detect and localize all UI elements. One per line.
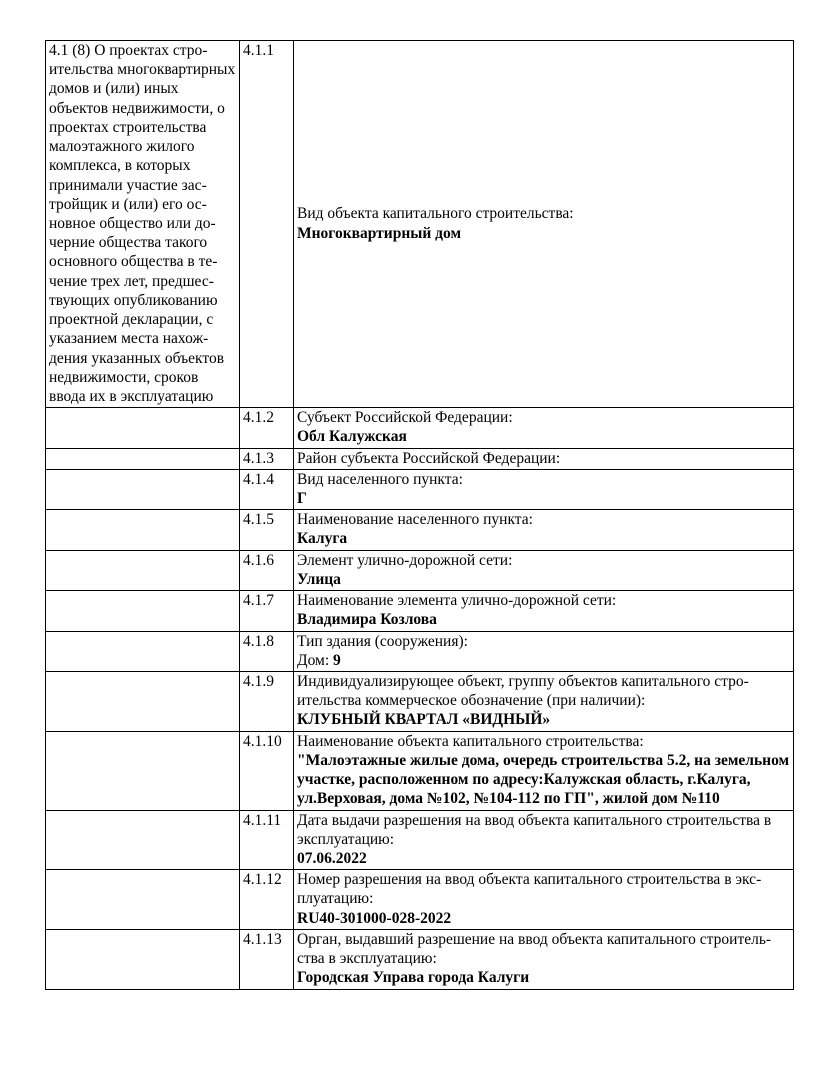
row-content-cell (294, 448, 794, 469)
table-row (46, 731, 794, 810)
document-page (45, 40, 794, 990)
field-label: Наименование населенного пункта: (297, 511, 533, 529)
table-row (46, 448, 794, 469)
empty-description-cell (46, 731, 240, 810)
field-label: Наименование объекта капитального строительства: (297, 732, 644, 750)
table-row (46, 870, 794, 930)
row-number-cell: 4.1.13 (240, 929, 294, 989)
content-line (297, 408, 790, 427)
empty-description-cell (46, 810, 240, 870)
row-content-cell (294, 510, 794, 550)
row-content-cell (294, 672, 794, 732)
row-number-cell: 4.1.1 (240, 41, 294, 408)
field-label: Вид населенного пункта: (297, 470, 463, 488)
field-value: 9 (333, 651, 341, 669)
content-line (297, 849, 790, 868)
field-value: Г (297, 490, 307, 508)
row-number-cell: 4.1.2 (240, 408, 294, 448)
content-line (297, 811, 790, 849)
field-label: Субъект Российской Федерации: (297, 409, 513, 427)
content-line (297, 632, 790, 651)
row-number-cell: 4.1.12 (240, 870, 294, 930)
row-content-cell (294, 870, 794, 930)
content-line (297, 930, 790, 968)
table-row (46, 631, 794, 671)
content-line (297, 224, 790, 243)
content-line (297, 651, 790, 670)
empty-description-cell (46, 631, 240, 671)
field-label: Дом: (297, 651, 334, 669)
content-line (297, 551, 790, 570)
row-content-cell (294, 41, 794, 408)
field-value: Городская Управа города Калуги (297, 969, 530, 987)
row-number-cell: 4.1.11 (240, 810, 294, 870)
table-row (46, 550, 794, 590)
content-line (297, 529, 790, 548)
table-row (46, 672, 794, 732)
field-value: 07.06.2022 (297, 849, 367, 867)
row-content-cell (294, 469, 794, 509)
field-label: Дата выдачи разрешения на ввод объекта капитального строительства в эксплуатацию: (297, 811, 772, 848)
field-label: Элемент улично-дорожной сети: (297, 551, 513, 569)
content-line (297, 470, 790, 489)
empty-description-cell (46, 672, 240, 732)
field-value: Обл Калужская (297, 428, 407, 446)
row-content-cell (294, 810, 794, 870)
table-row (46, 591, 794, 631)
empty-description-cell (46, 550, 240, 590)
empty-description-cell (46, 870, 240, 930)
field-value: Калуга (297, 530, 348, 548)
field-label: Тип здания (сооружения): (297, 632, 468, 650)
field-label: Наименование элемента улично-дорожной сети: (297, 592, 617, 610)
field-label: Номер разрешения на ввод объекта капитального строительства в эксплуатацию: (297, 871, 762, 908)
row-number-cell: 4.1.5 (240, 510, 294, 550)
content-line (297, 591, 790, 610)
table-row (46, 810, 794, 870)
content-line (297, 449, 790, 468)
declaration-table (45, 40, 794, 990)
content-line (297, 204, 790, 223)
content-line (297, 489, 790, 508)
field-label: Индивидуализирующее объект, группу объектов капитального строительства коммерческое обозначение (при наличии): (297, 673, 749, 710)
row-content-cell (294, 408, 794, 448)
content-line (297, 710, 790, 729)
content-line (297, 732, 790, 751)
empty-description-cell (46, 591, 240, 631)
content-line (297, 751, 790, 809)
field-value: Улица (297, 570, 341, 588)
row-content-cell (294, 591, 794, 631)
table-row (46, 929, 794, 989)
empty-description-cell (46, 469, 240, 509)
table-row (46, 41, 794, 408)
row-number-cell: 4.1.10 (240, 731, 294, 810)
content-line (297, 909, 790, 928)
content-line (297, 672, 790, 710)
row-content-cell (294, 731, 794, 810)
table-row (46, 510, 794, 550)
empty-description-cell (46, 929, 240, 989)
content-line (297, 968, 790, 987)
content-line (297, 570, 790, 589)
row-number-cell: 4.1.4 (240, 469, 294, 509)
empty-description-cell (46, 510, 240, 550)
field-value: Владимира Козлова (297, 611, 437, 629)
field-label: Орган, выдавший разрешение на ввод объекта капитального строительства в эксплуатацию: (297, 930, 772, 968)
section-description-cell: 4.1 (8) О проектах строительства многоквартирных домов и (или) иных объектов недвижимости, о проектах строительства малоэтажного жилого комплекса, в которых принимали участие застройщик и (или) его основное общество или дочерние общества такого основного общества в течение трех лет, предшествующих опубликованию проектной декларации, с указанием места нахождения указанных объектов недвижимости, сроков ввода их в эксплуатацию (46, 41, 240, 408)
content-line (297, 610, 790, 629)
table-row (46, 469, 794, 509)
row-number-cell: 4.1.7 (240, 591, 294, 631)
table-row (46, 408, 794, 448)
table-body (46, 41, 794, 990)
field-value: RU40-301000-028-2022 (297, 909, 452, 927)
empty-description-cell (46, 448, 240, 469)
row-content-cell (294, 550, 794, 590)
content-line (297, 870, 790, 908)
field-label: Вид объекта капитального строительства: (297, 205, 574, 223)
row-number-cell: 4.1.9 (240, 672, 294, 732)
field-value: КЛУБНЫЙ КВАРТАЛ «ВИДНЫЙ» (297, 711, 551, 729)
field-value: "Малоэтажные жилые дома, очередь строительства 5.2, на земельном участке, расположенном по адресу:Калужская область, г.Калуга, ул.Верховая, дома №102, №104-112 по ГП", жилой дом №110 (297, 751, 790, 808)
field-value: Многоквартирный дом (297, 224, 462, 242)
field-label: Район субъекта Российской Федерации: (297, 449, 561, 467)
row-content-cell (294, 631, 794, 671)
content-line (297, 427, 790, 446)
row-number-cell: 4.1.3 (240, 448, 294, 469)
row-content-cell (294, 929, 794, 989)
row-number-cell: 4.1.8 (240, 631, 294, 671)
empty-description-cell (46, 408, 240, 448)
row-number-cell: 4.1.6 (240, 550, 294, 590)
content-line (297, 510, 790, 529)
